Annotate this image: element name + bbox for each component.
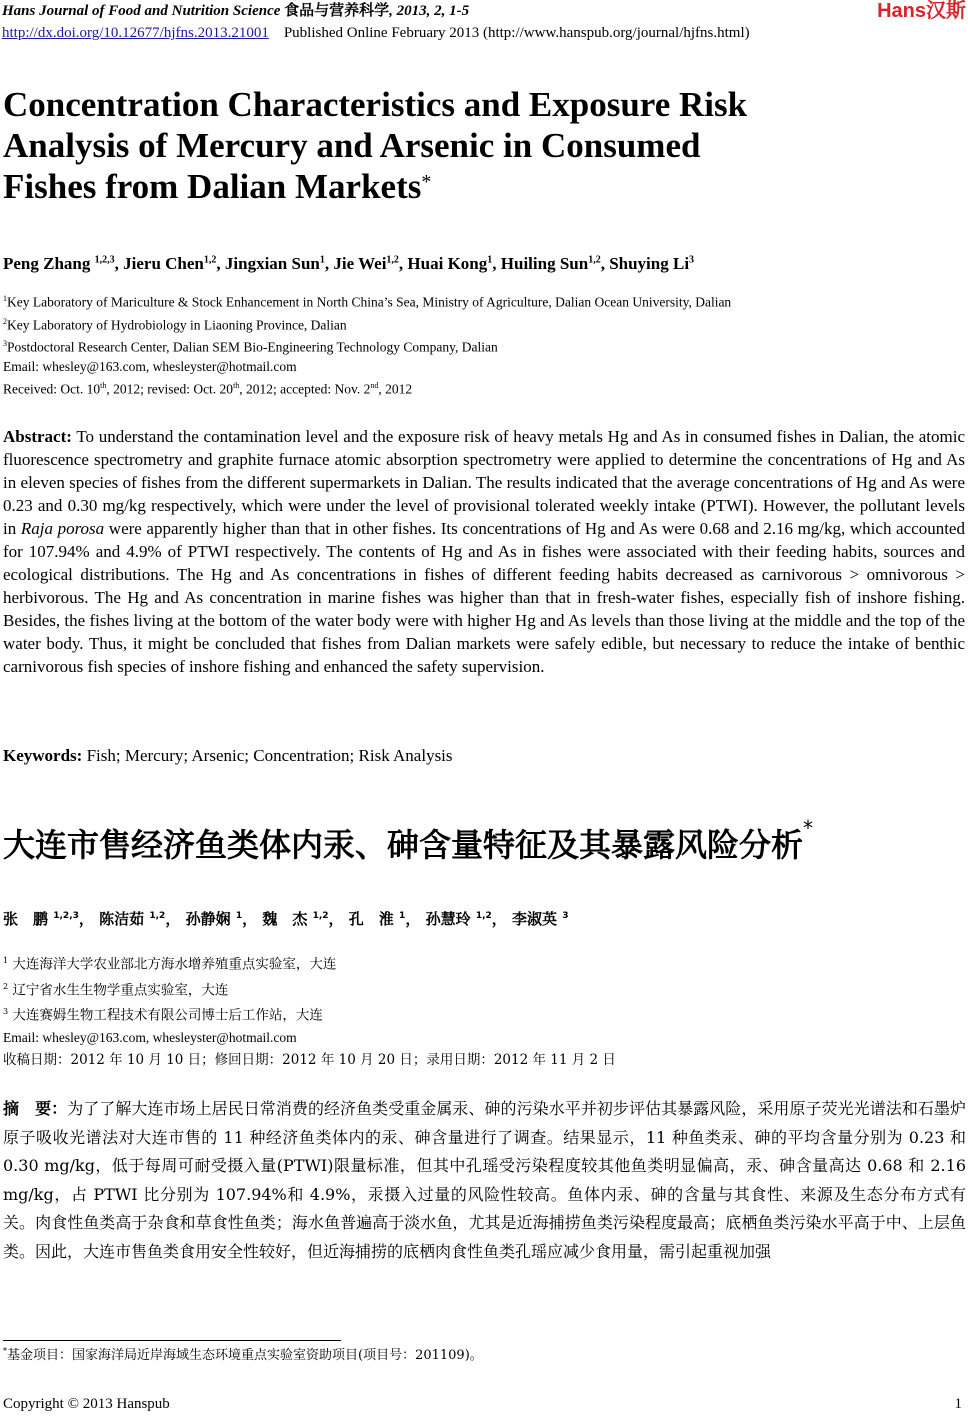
cn-abstract-label: 摘 要： <box>3 1099 68 1118</box>
affiliations <box>3 289 731 376</box>
footnote: *基金项目：国家海洋局近岸海域生态环境重点实验室资助项目(项目号：201109)。 <box>3 1346 483 1363</box>
author: Peng Zhang $^{1,2,3}$ <box>3 254 115 273</box>
cn-email: Email: whesley@163.com, whesleyster@hotmail.com <box>3 1029 297 1045</box>
keywords-label: Keywords: <box>3 746 83 765</box>
author: Huiling Sun$^{1,2}$ <box>500 254 601 273</box>
title-line-1: Concentration Characteristics and Exposure Risk <box>3 85 748 124</box>
abstract-label: Abstract: <box>3 427 72 446</box>
footnote-divider <box>3 1340 341 1341</box>
affiliation: $^3$Postdoctoral Research Center, Dalian SEM Bio-Engineering Technology Company, Dalian <box>3 339 498 355</box>
title-footnote-mark: * <box>421 171 432 193</box>
cn-affiliation: $^2$ 辽宁省水生生物学重点实验室，大连 <box>3 981 229 998</box>
author: Jingxian Sun$^1$ <box>224 254 325 273</box>
author: Shuying Li$^3$ <box>609 254 695 273</box>
published-info: Published Online February 2013 (http://www.hanspub.org/journal/hjfns.html) <box>283 25 750 41</box>
cn-author: 魏 杰 $^{1,2}$， <box>262 910 344 928</box>
doi-link[interactable]: http://dx.doi.org/10.12677/hjfns.2013.21001 <box>2 25 269 41</box>
chinese-abstract: 摘 要：为了了解大连市场上居民日常消费的经济鱼类受重金属汞、砷的污染水平并初步评估其暴露风险，采用原子荧光光谱法和石墨炉原子吸收光谱法对大连市售的 11 种经济鱼类体内的汞、砷含量进行了调查。结果显示，11 种鱼类汞、砷的平均含量分别为 0.23 和 0.30 mg/kg，低于每周可耐受摄入量(PTWI)限量标准，但其中孔瑶受污染程度较其他鱼类明显偏高，汞、砷含量高达 0.68 和 2.16 mg/kg，占 PTWI 比分别为 107.94%和 4.9%，汞摄入过量的风险性较高。鱼体内汞、砷的含量与其食性、来源及生态分布方式有关。肉食性鱼类高于杂食和草食性鱼类；海水鱼普遍高于淡水鱼，尤其是近海捕捞鱼类污染程度最高；底栖鱼类污染水平高于中、上层鱼类。因此，大连市售鱼类食用安全性较好，但近海捕捞的底栖肉食性鱼类孔瑶应减少食用量，需引起重视加强 <box>3 1099 966 1261</box>
cn-author: 孙静娴 $^1$， <box>185 910 258 928</box>
keywords: Keywords: Fish; Mercury; Arsenic; Concentration; Risk Analysis <box>3 746 453 765</box>
author-list: Peng Zhang $^{1,2,3}$, Jieru Chen$^{1,2}$, Jingxian Sun$^1$, Jie Wei$^{1,2}$, Huai Kong$^1$, Huiling Sun$^{1,2}$, Shuying Li$^3$ <box>3 254 695 273</box>
chinese-received-dates: 收稿日期：2012 年 10 月 10 日；修回日期：2012 年 10 月 20 日；录用日期：2012 年 11 月 2 日 <box>3 1052 616 1068</box>
author: Jie Wei$^{1,2}$ <box>333 254 399 273</box>
cn-author: 孙慧玲 $^{1,2}$， <box>425 910 507 928</box>
cn-title-footnote-mark: * <box>803 816 814 840</box>
chinese-author-list <box>3 908 569 929</box>
received-dates: Received: Oct. 10th, 2012; revised: Oct. 20th, 2012; accepted: Nov. 2nd, 2012 <box>3 381 413 397</box>
species-name: Raja porosa <box>20 519 105 538</box>
cn-affiliation: $^3$ 大连赛姆生物工程技术有限公司博士后工作站，大连 <box>3 1007 323 1024</box>
cn-author: 张 鹏 $^{1,2,3}$， <box>3 910 94 928</box>
title-line-2: Analysis of Mercury and Arsenic in Consumed <box>3 126 701 165</box>
title-line-3: Fishes from Dalian Markets <box>3 167 422 206</box>
copyright: Copyright © 2013 Hanspub <box>3 1396 170 1412</box>
author: Huai Kong$^1$ <box>407 254 493 273</box>
abstract: Abstract: To understand the contamination level and the exposure risk of heavy metals Hg and As in consumed fishes in Dalian, the atomic fluorescence spectrometry and graphite furnace atomic absorption spectrometry were applied to determine the concentrations of Hg and As in eleven species of fishes from the different supermarkets in Dalian. The results indicated that the average concentrations of Hg and As were 0.23 and 0.30 mg/kg respectively, which were under the level of provisional tolerated weekly intake (PTWI). However, the pollutant levels in Raja porosa were apparently higher than that in other fishes. Its concentrations of Hg and As were 0.68 and 2.16 mg/kg, which accounted for 107.94% and 4.9% of PTWI respectively. The contents of Hg and As in fishes were associated with their feeding habits, sources and ecological distributions. The Hg and As concentrations in fishes of different feeding habits decreased as carnivorous > omnivorous > herbivorous. The Hg and As concentration in marine fishes was higher than that in fresh-water fishes, especially fish of inshore fishing. Besides, the fishes living at the bottom of the water body were with higher Hg and As levels than those living at the middle and the top of the water body. Thus, it might be concluded that fishes from Dalian markets were safely edible, but necessary to reduce the intake of benthic carnivorous fish species of inshore fishing and enhanced the safety supervision. <box>3 427 965 676</box>
author: Jieru Chen$^{1,2}$ <box>123 254 217 273</box>
journal-header <box>2 2 469 20</box>
affiliation: $^1$Key Laboratory of Mariculture & Stock Enhancement in North China’s Sea, Ministry of Agriculture, Dalian Ocean University, Dalian <box>3 294 732 310</box>
journal-name: Hans Journal of Food and Nutrition Science <box>2 3 281 19</box>
page-number: 1 <box>954 1396 962 1412</box>
journal-name-cn: 食品与营养科学 <box>284 3 390 19</box>
email: Email: whesley@163.com, whesleyster@hotmail.com <box>3 358 297 374</box>
cn-affiliation: $^1$ 大连海洋大学农业部北方海水增养殖重点实验室，大连 <box>3 956 337 973</box>
cn-author: 李淑英 $^3$ <box>512 910 569 928</box>
paper-title <box>3 84 863 207</box>
chinese-affiliations <box>3 950 336 1048</box>
hans-logo: Hans汉斯 <box>877 0 966 22</box>
journal-volume: , 2013, 2, 1-5 <box>389 3 470 19</box>
chinese-title: 大连市售经济鱼类体内汞、砷含量特征及其暴露风险分析* <box>3 816 814 864</box>
cn-author: 陈洁茹 $^{1,2}$， <box>99 910 181 928</box>
doi-line <box>2 24 750 42</box>
affiliation: $^2$Key Laboratory of Hydrobiology in Liaoning Province, Dalian <box>3 316 347 332</box>
cn-author: 孔 淮 $^1$， <box>348 910 421 928</box>
